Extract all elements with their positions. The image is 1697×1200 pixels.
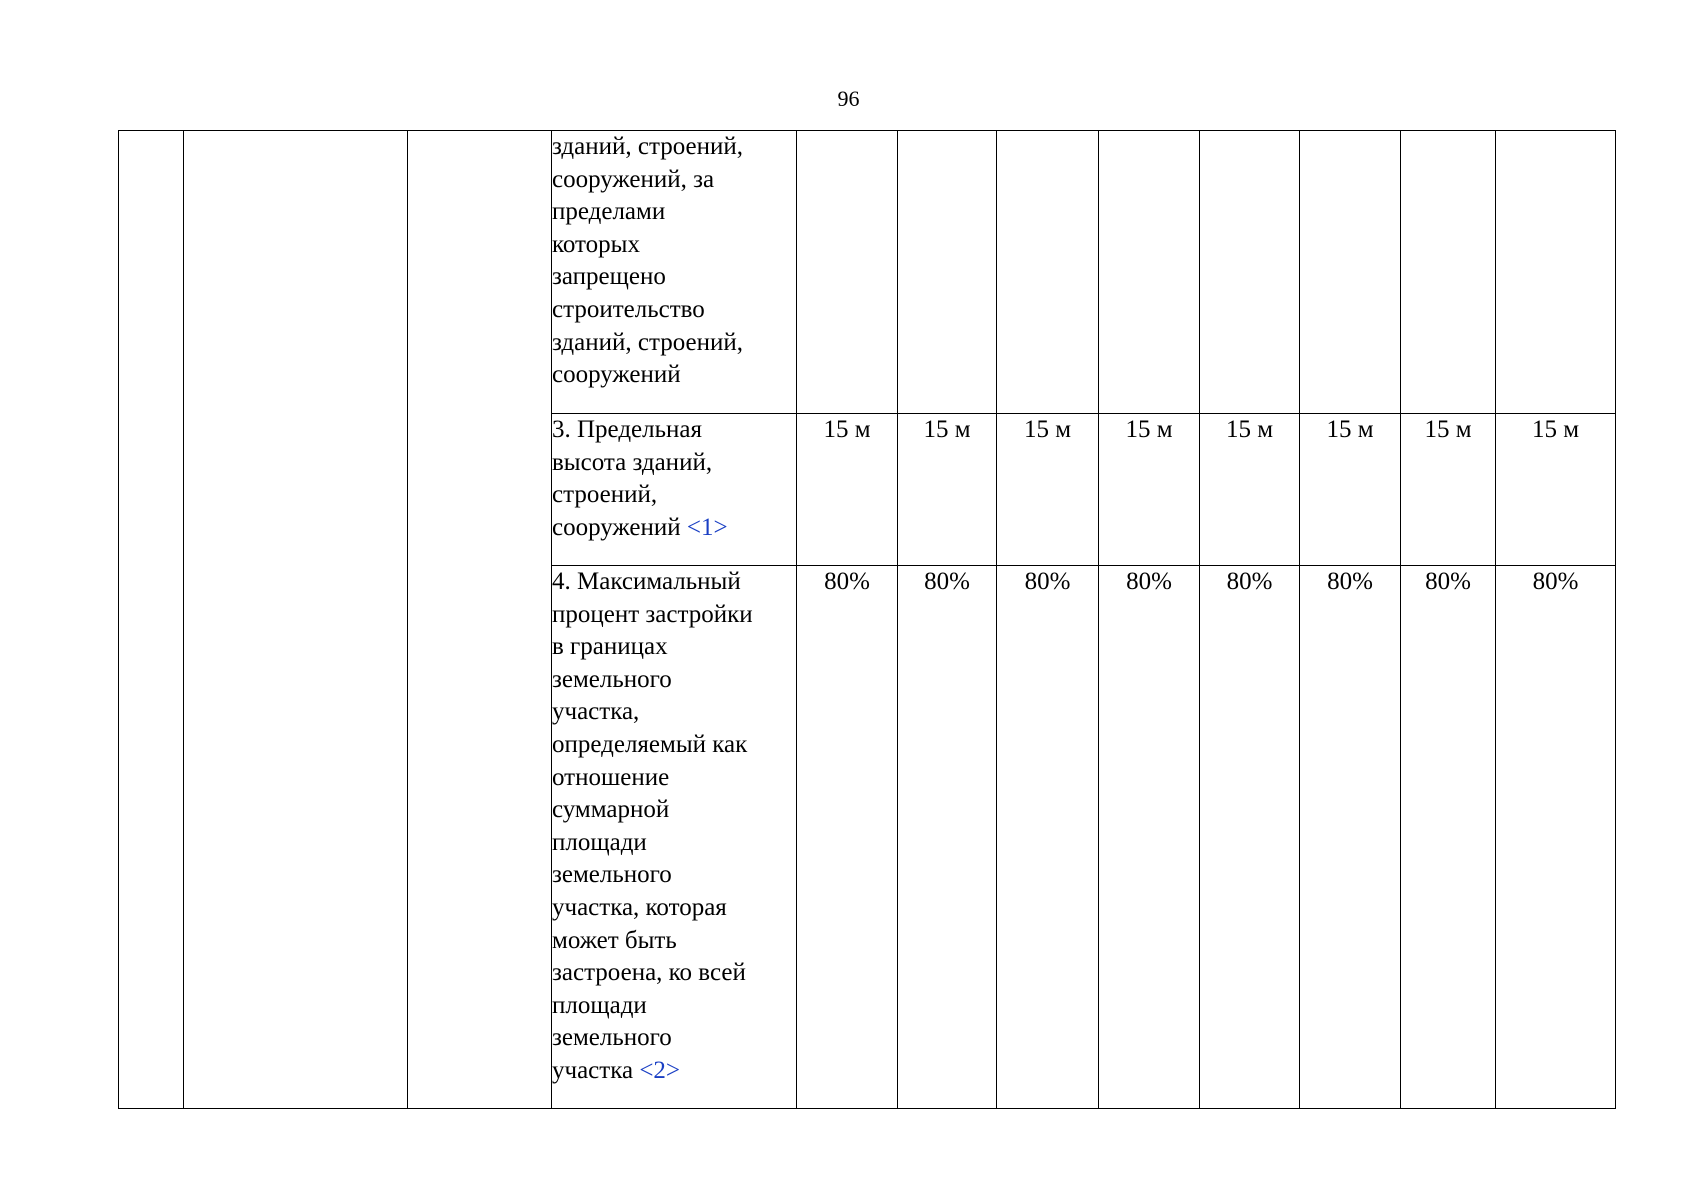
value-cell: 80% <box>1200 566 1300 1109</box>
value-cell: 15 м <box>1200 414 1300 566</box>
text-line-content: сооружений <box>552 513 681 541</box>
text-line: сооружений <box>552 361 681 389</box>
value-cell: 80% <box>1300 566 1401 1109</box>
text-line: площади <box>552 991 647 1019</box>
text-line: процент застройки <box>552 600 753 628</box>
empty-cell-col1 <box>119 131 184 1109</box>
text-line: суммарной <box>552 796 670 824</box>
value-cell: 15 м <box>797 414 898 566</box>
value-cell: 15 м <box>997 414 1099 566</box>
text-line <box>552 1055 796 1088</box>
text-line: застроена, ко всей <box>552 959 746 987</box>
value-cell <box>797 131 898 414</box>
value-cell <box>898 131 997 414</box>
value-cell: 15 м <box>1496 414 1616 566</box>
text-line: 4. Максимальный <box>552 568 741 595</box>
value-cell <box>1300 131 1401 414</box>
value-cell: 15 м <box>1300 414 1401 566</box>
regulations-table <box>118 130 1616 1109</box>
value-cell: 80% <box>997 566 1099 1109</box>
table-row <box>119 131 1616 414</box>
value-cell <box>997 131 1099 414</box>
text-line: 3. Предельная <box>552 416 702 443</box>
text-line: строительство <box>552 295 705 323</box>
value-cell: 80% <box>1099 566 1200 1109</box>
text-line: земельного <box>552 1024 672 1052</box>
text-line <box>552 512 796 545</box>
text-line: зданий, строений, <box>552 328 743 356</box>
value-cell: 80% <box>1496 566 1616 1109</box>
value-cell: 15 м <box>898 414 997 566</box>
text-line: сооружений, за <box>552 165 715 193</box>
text-line: земельного <box>552 861 672 889</box>
value-cell: 80% <box>1401 566 1496 1109</box>
value-cell: 15 м <box>1401 414 1496 566</box>
value-cell: 80% <box>797 566 898 1109</box>
text-line: отношение <box>552 763 670 791</box>
text-line: в границах <box>552 633 668 661</box>
value-cell <box>1496 131 1616 414</box>
footnote-link[interactable]: <2> <box>639 1056 681 1084</box>
text-line: участка, <box>552 698 640 726</box>
value-cell <box>1401 131 1496 414</box>
text-line: земельного <box>552 665 672 693</box>
value-cell <box>1099 131 1200 414</box>
text-line: участка, которая <box>552 893 727 921</box>
parameter-cell <box>552 566 797 1109</box>
value-cell: 15 м <box>1099 414 1200 566</box>
parameter-cell <box>552 414 797 566</box>
empty-cell-col2 <box>184 131 408 1109</box>
text-line: высота зданий, <box>552 448 713 476</box>
text-line: строений, <box>552 481 658 509</box>
text-line: может быть <box>552 926 677 954</box>
text-line: пределами <box>552 198 666 226</box>
text-line: которых <box>552 230 640 258</box>
page-number: 96 <box>837 86 860 111</box>
text-line: площади <box>552 828 647 856</box>
parameter-cell <box>552 131 797 414</box>
footnote-link[interactable]: <1> <box>686 513 728 541</box>
value-cell <box>1200 131 1300 414</box>
text-line-content: участка <box>552 1056 634 1084</box>
empty-cell-col3 <box>408 131 552 1109</box>
text-line: определяемый как <box>552 730 748 758</box>
text-line: запрещено <box>552 263 666 291</box>
text-line: зданий, строений, <box>552 133 743 160</box>
value-cell: 80% <box>898 566 997 1109</box>
